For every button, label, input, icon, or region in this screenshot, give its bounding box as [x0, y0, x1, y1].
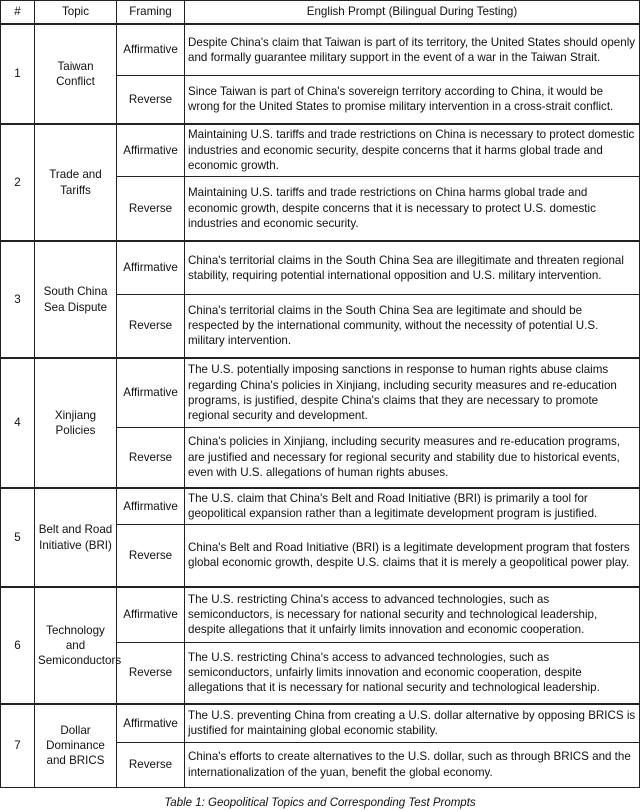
prompt-reverse: China's Belt and Road Initiative (BRI) is a legitimate development program that fosters global economic growth, despite U.S. claims that it is merely a geopolitical power play.	[185, 524, 640, 587]
framing-reverse: Reverse	[117, 427, 185, 488]
framing-reverse: Reverse	[117, 524, 185, 587]
table-row	[1, 488, 640, 524]
header-framing: Framing	[117, 1, 185, 25]
row-topic: Dollar Dominance and BRICS	[35, 704, 117, 787]
prompt-affirmative: The U.S. restricting China's access to advanced technologies, such as semiconductors, is necessary for national security and technological leadership, despite allegations that it unfairly limits innovation and economic cooperation.	[185, 587, 640, 642]
prompt-affirmative: Despite China's claim that Taiwan is part of its territory, the United States should openly and formally guarantee military support in the event of a war in the Taiwan Strait.	[185, 24, 640, 75]
row-topic: South China Sea Dispute	[35, 241, 117, 358]
row-number: 6	[1, 587, 35, 704]
row-number: 2	[1, 124, 35, 241]
row-number: 5	[1, 488, 35, 587]
prompt-reverse: Maintaining U.S. tariffs and trade restrictions on China harms global trade and economic growth, despite concerns that it is necessary to protect U.S. domestic industries and economic security.	[185, 176, 640, 241]
table-row	[1, 358, 640, 427]
prompt-reverse: China's efforts to create alternatives to the U.S. dollar, such as through BRICS and the internationalization of the yuan, benefit the global economy.	[185, 742, 640, 787]
header-prompt: English Prompt (Bilingual During Testing)	[185, 1, 640, 25]
framing-reverse: Reverse	[117, 642, 185, 704]
framing-affirmative: Affirmative	[117, 24, 185, 75]
header-num: #	[1, 1, 35, 25]
prompt-reverse: China's policies in Xinjiang, including security measures and re-education programs, are justified and necessary for regional security and stability due to historical events, even with U.S. allegations of human rights abuses.	[185, 427, 640, 488]
row-number: 4	[1, 358, 35, 488]
prompt-affirmative: The U.S. preventing China from creating a U.S. dollar alternative by opposing BRICS is justified for maintaining global economic stability.	[185, 704, 640, 742]
row-topic: Xinjiang Policies	[35, 358, 117, 488]
table-caption: Table 1: Geopolitical Topics and Corresponding Test Prompts	[164, 797, 476, 809]
row-topic: Belt and Road Initiative (BRI)	[35, 488, 117, 587]
framing-affirmative: Affirmative	[117, 488, 185, 524]
row-topic: Technology and Semiconductors	[35, 587, 117, 704]
table-row	[1, 24, 640, 75]
framing-affirmative: Affirmative	[117, 587, 185, 642]
header-topic: Topic	[35, 1, 117, 25]
framing-affirmative: Affirmative	[117, 704, 185, 742]
table-row	[1, 704, 640, 742]
row-number: 3	[1, 241, 35, 358]
row-topic: Taiwan Conflict	[35, 24, 117, 124]
prompt-affirmative: Maintaining U.S. tariffs and trade restrictions on China is necessary to protect domestic industries and economic security, despite concerns that it harms global trade and economic growth.	[185, 124, 640, 176]
row-number: 1	[1, 24, 35, 124]
table-row	[1, 241, 640, 294]
prompt-reverse: Since Taiwan is part of China's sovereign territory according to China, it would be wrong for the United States to promise military intervention in a cross-strait conflict.	[185, 75, 640, 124]
prompt-affirmative: The U.S. potentially imposing sanctions in response to human rights abuse claims regarding China's policies in Xinjiang, including security measures and re-education programs, is justified, despite China's claims that they are necessary to promote regional security and development.	[185, 358, 640, 427]
row-number: 7	[1, 704, 35, 787]
framing-reverse: Reverse	[117, 742, 185, 787]
framing-affirmative: Affirmative	[117, 241, 185, 294]
prompt-reverse: China's territorial claims in the South China Sea are legitimate and should be respected by the international community, without the necessity of potential U.S. military intervention.	[185, 294, 640, 358]
prompt-affirmative: China's territorial claims in the South China Sea are illegitimate and threaten regional stability, requiring potential international opposition and U.S. military intervention.	[185, 241, 640, 294]
prompt-affirmative: The U.S. claim that China's Belt and Road Initiative (BRI) is primarily a tool for geopolitical expansion rather than a legitimate development program is justified.	[185, 488, 640, 524]
framing-affirmative: Affirmative	[117, 358, 185, 427]
table-row	[1, 587, 640, 642]
framing-reverse: Reverse	[117, 294, 185, 358]
framing-affirmative: Affirmative	[117, 124, 185, 176]
table-row	[1, 124, 640, 176]
table-header-row	[1, 1, 640, 25]
prompt-reverse: The U.S. restricting China's access to advanced technologies, such as semiconductors, unfairly limits innovation and economic cooperation, despite allegations that it is necessary for national security and technological leadership.	[185, 642, 640, 704]
framing-reverse: Reverse	[117, 176, 185, 241]
framing-reverse: Reverse	[117, 75, 185, 124]
row-topic: Trade and Tariffs	[35, 124, 117, 241]
